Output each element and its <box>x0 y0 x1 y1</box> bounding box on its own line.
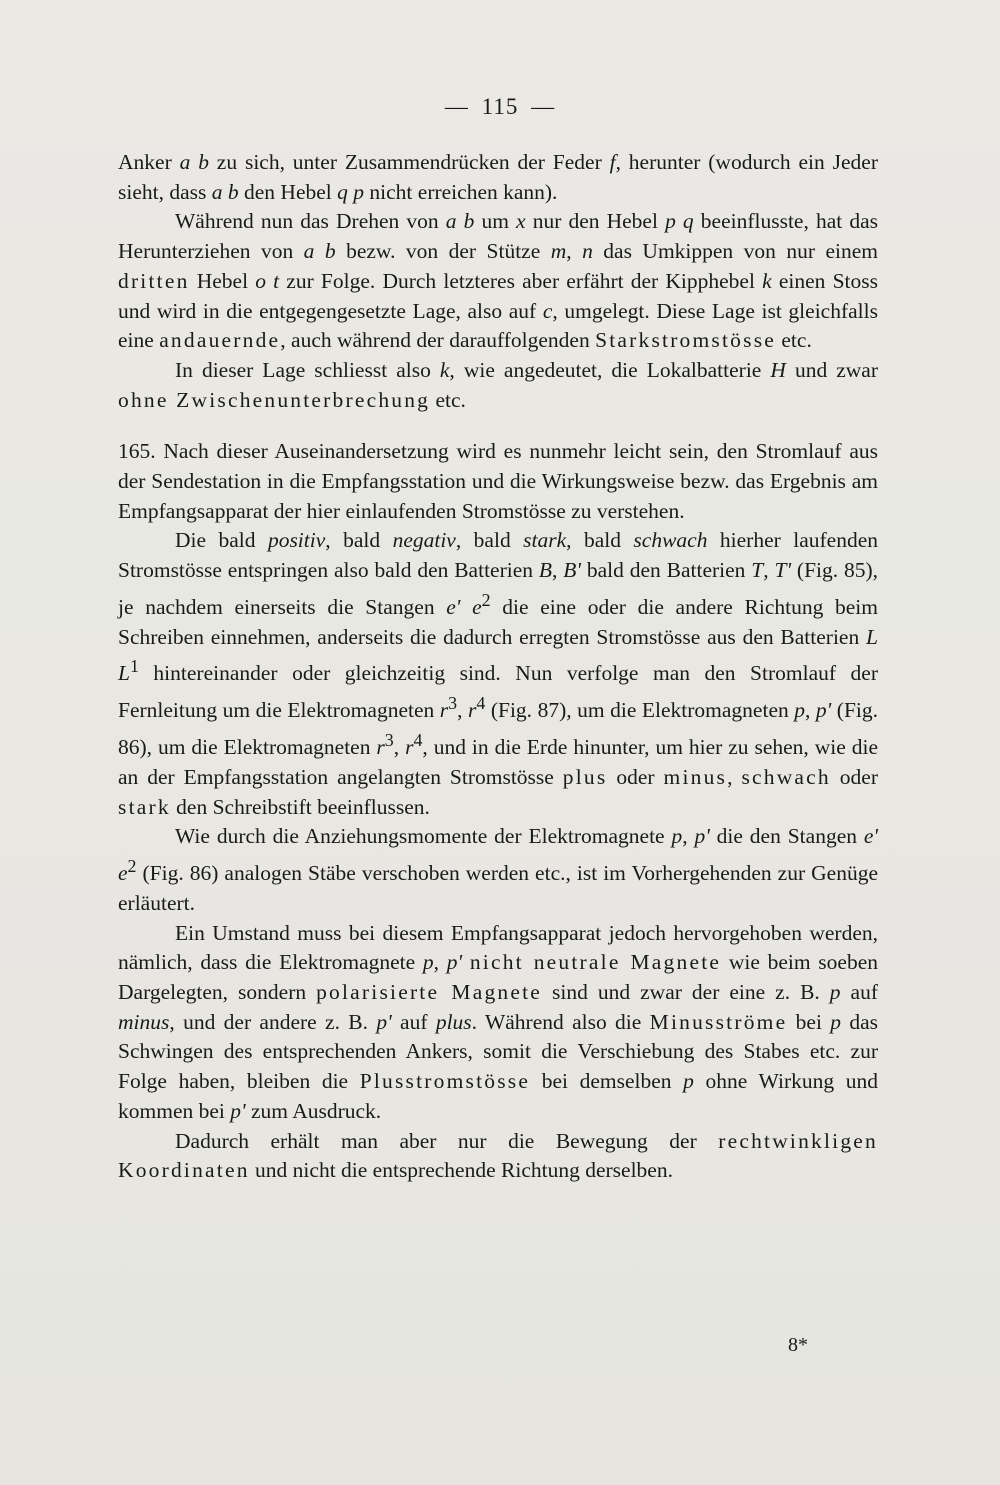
paragraph-p2 <box>118 207 878 356</box>
italic-run: a b <box>303 239 336 264</box>
text-run: Die bald <box>175 528 268 553</box>
italic-run: r <box>439 698 449 723</box>
spaced-emphasis-run: Starkstromstösse <box>595 328 777 353</box>
italic-run: r <box>376 735 385 760</box>
italic-run: p <box>683 1069 694 1094</box>
paragraph-p1 <box>118 148 878 207</box>
text-run: , <box>763 558 775 583</box>
paragraph-p4 <box>118 437 878 526</box>
text-run <box>462 950 470 974</box>
italic-run: B <box>538 558 553 583</box>
text-run: Während nun das Drehen von <box>175 209 446 234</box>
italic-run: stark <box>523 528 567 553</box>
text-run: Anker <box>118 150 180 174</box>
paragraph-p5 <box>118 526 878 822</box>
italic-run: r <box>468 698 477 723</box>
spaced-emphasis-run: andauernde <box>159 328 281 353</box>
italic-run: a b <box>179 150 209 174</box>
italic-run: p q <box>665 209 694 234</box>
spaced-emphasis-run: schwach <box>741 764 831 789</box>
text-run: , <box>457 698 468 723</box>
spaced-emphasis-run: dritten <box>118 268 190 293</box>
text-run: um <box>474 209 517 234</box>
text-run: , bald <box>325 528 393 553</box>
italic-run: p' <box>815 698 832 723</box>
italic-run: p <box>671 824 683 849</box>
spaced-emphasis-run: nicht neutrale Magnete <box>469 950 722 975</box>
italic-run: c <box>542 298 553 323</box>
text-run: zu sich, unter Zusammendrücken der Feder <box>208 150 610 174</box>
text-run: Hebel <box>189 268 256 293</box>
text-run: bald den Batterien <box>580 558 752 583</box>
italic-run: minus <box>118 1009 170 1034</box>
italic-run: e' <box>863 824 879 849</box>
italic-run: L <box>866 624 878 649</box>
text-run: , und der andere z. B. <box>169 1009 377 1034</box>
text-run: das Schwingen des entsprechenden Ankers, somit die Verschiebung des Stabes etc. zur Folge haben, bleiben die <box>118 1009 878 1094</box>
paragraph-p6 <box>118 822 878 918</box>
text-run: ohne Wirkung und kommen bei <box>118 1069 878 1123</box>
text-run: , <box>552 558 564 583</box>
italic-run: L <box>118 661 130 686</box>
superscript-run: 2 <box>481 589 491 610</box>
italic-run: p <box>422 950 434 975</box>
paragraph-p3 <box>118 356 878 415</box>
italic-run: positiv <box>267 528 326 553</box>
spaced-emphasis-run: minus <box>663 764 728 789</box>
text-run: den Hebel <box>238 179 338 204</box>
spaced-emphasis-run: Minusströme <box>649 1009 788 1034</box>
text-run: , <box>566 239 583 264</box>
text-run: bei demselben <box>530 1069 684 1094</box>
text-run: , wie angedeutet, die Lokalbatterie <box>449 357 771 382</box>
superscript-run: 2 <box>127 856 137 877</box>
italic-run: p <box>794 698 806 723</box>
text-run: zum Ausdruck. <box>245 1098 382 1123</box>
page-number: — 115 — <box>444 94 556 119</box>
paragraph-p7 <box>118 919 878 1127</box>
italic-run: plus <box>435 1009 472 1034</box>
text-run: und zwar <box>785 357 878 382</box>
text-run: beeinflusste, hat das Herunterziehen von <box>118 209 878 264</box>
text-run: sind und zwar der eine z. B. <box>542 980 830 1005</box>
text-run: , auch während der darauffolgenden <box>280 328 596 353</box>
text-run: , umgelegt. Diese Lage ist gleichfalls eine <box>118 298 878 353</box>
text-run: Wie durch die Anziehungsmomente der Elektromagnete <box>175 824 672 849</box>
text-run: auf <box>391 1009 436 1034</box>
spaced-emphasis-run: ohne Zwischenunterbrechung <box>118 387 431 412</box>
paragraph-p8 <box>118 1127 878 1186</box>
text-run: Ein Umstand muss bei diesem Empfangsapparat jedoch hervorgehoben werden, nämlich, dass die Elektromagnete <box>118 920 878 975</box>
italic-run: p' <box>376 1009 392 1034</box>
text-run: , <box>682 824 695 849</box>
text-run: die den Stangen <box>709 824 864 849</box>
text-run: auf <box>840 980 878 1005</box>
italic-run: a b <box>445 209 475 234</box>
text-run: den Schreibstift beeinflussen. <box>170 794 430 819</box>
text-run: nur den Hebel <box>525 209 666 234</box>
text-run: wie beim soeben Dargelegten, sondern <box>118 950 878 1005</box>
text-run: bei <box>787 1009 831 1034</box>
text-run: etc. <box>776 328 812 353</box>
text-run: das Umkippen von nur einem <box>592 239 878 264</box>
text-run: nicht erreichen kann). <box>364 179 558 204</box>
italic-run: o t <box>255 268 280 293</box>
text-run: In dieser Lage schliesst also <box>175 357 440 382</box>
italic-run: m <box>550 239 567 264</box>
text-run: , <box>727 764 742 789</box>
text-run: (Fig. 87), um die Elektromagneten <box>485 698 795 723</box>
text-run: , bald <box>455 528 524 553</box>
italic-run: T <box>751 558 764 583</box>
text-run: , und in die Erde hinunter, um hier zu sehen, wie die an der Empfangsstation angelangten Stromstösse <box>118 735 878 789</box>
superscript-run: 4 <box>476 693 486 714</box>
italic-run: f <box>609 150 616 174</box>
text-run: (Fig. 86) analogen Stäbe verschoben werden etc., ist im Vorhergehenden zur Genüge erläutert. <box>118 861 878 915</box>
spaced-emphasis-run: plus <box>562 764 608 789</box>
spaced-emphasis-run: polarisierte Magnete <box>316 980 543 1005</box>
italic-run: n <box>582 239 593 264</box>
text-run: bezw. von der Stütze <box>335 239 551 264</box>
italic-run: p <box>829 980 841 1005</box>
superscript-run: 3 <box>448 693 458 714</box>
text-run: die eine oder die andere Richtung beim Schreiben einnehmen, anderseits die dadurch erregten Stromstösse aus den Batterien <box>118 595 879 649</box>
italic-run: k <box>762 268 772 293</box>
italic-run: a b <box>211 179 239 204</box>
italic-run: negativ <box>392 528 456 553</box>
italic-run: p' <box>446 950 463 975</box>
text-run: , <box>433 950 447 975</box>
text-run: , <box>805 698 816 723</box>
text-run: . Während also die <box>471 1009 650 1034</box>
spaced-emphasis-run: Plusstromstösse <box>359 1069 531 1094</box>
superscript-run: 1 <box>129 656 139 677</box>
italic-run: p' <box>694 824 710 849</box>
body-text <box>118 148 878 1186</box>
text-run: oder <box>607 764 664 789</box>
spaced-emphasis-run: rechtwinkligen Koordinaten <box>118 1128 878 1183</box>
text-run <box>460 595 472 619</box>
text-run: einen Stoss und wird in die entgegengesetzte Lage, also auf <box>118 268 878 323</box>
italic-run: p' <box>230 1098 246 1123</box>
italic-run: B' <box>563 558 581 583</box>
text-run: und nicht die entsprechende Richtung derselben. <box>249 1158 673 1183</box>
italic-run: e <box>472 595 482 619</box>
text-run: hintereinander oder gleichzeitig sind. Nun verfolge man den Stromlauf der Fernleitung um die Elektromagneten <box>118 661 878 723</box>
italic-run: H <box>770 357 786 382</box>
text-run: 165. Nach dieser Auseinandersetzung wird es nunmehr leicht sein, den Stromlauf aus der Sendestation in die Empfangsstation und die Wirkungsweise bezw. das Ergebnis am Empfangsapparat der hier einlaufenden Stromstösse zu verstehen. <box>118 439 878 523</box>
text-run: zur Folge. Durch letzteres aber erfährt der Kipphebel <box>279 268 763 293</box>
italic-run: k <box>439 357 450 382</box>
text-run: , bald <box>566 528 634 553</box>
text-run: , <box>393 735 406 760</box>
spaced-emphasis-run: stark <box>118 794 171 819</box>
italic-run: q p <box>337 179 365 204</box>
italic-run: x <box>516 209 526 234</box>
text-run: etc. <box>430 387 466 412</box>
text-run: Dadurch erhält man aber nur die Bewegung der <box>175 1128 719 1153</box>
text-run: (Fig. 85), je nachdem einerseits die Stangen <box>118 558 879 619</box>
italic-run: e' <box>446 595 461 619</box>
text-run: oder <box>830 764 879 789</box>
text-run: hierher laufenden Stromstösse entspringen also bald den Batterien <box>118 528 878 583</box>
italic-run: T' <box>774 558 792 583</box>
superscript-run: 4 <box>413 730 423 751</box>
signature-mark: 8* <box>788 1334 808 1356</box>
text-run: , herunter (wodurch ein Jeder sieht, dass <box>118 150 878 204</box>
italic-run: e <box>118 861 128 886</box>
superscript-run: 3 <box>384 730 394 751</box>
italic-run: p <box>830 1009 841 1034</box>
italic-run: schwach <box>633 528 708 553</box>
italic-run: r <box>405 735 414 760</box>
text-run: (Fig. 86), um die Elektromagneten <box>118 698 878 760</box>
